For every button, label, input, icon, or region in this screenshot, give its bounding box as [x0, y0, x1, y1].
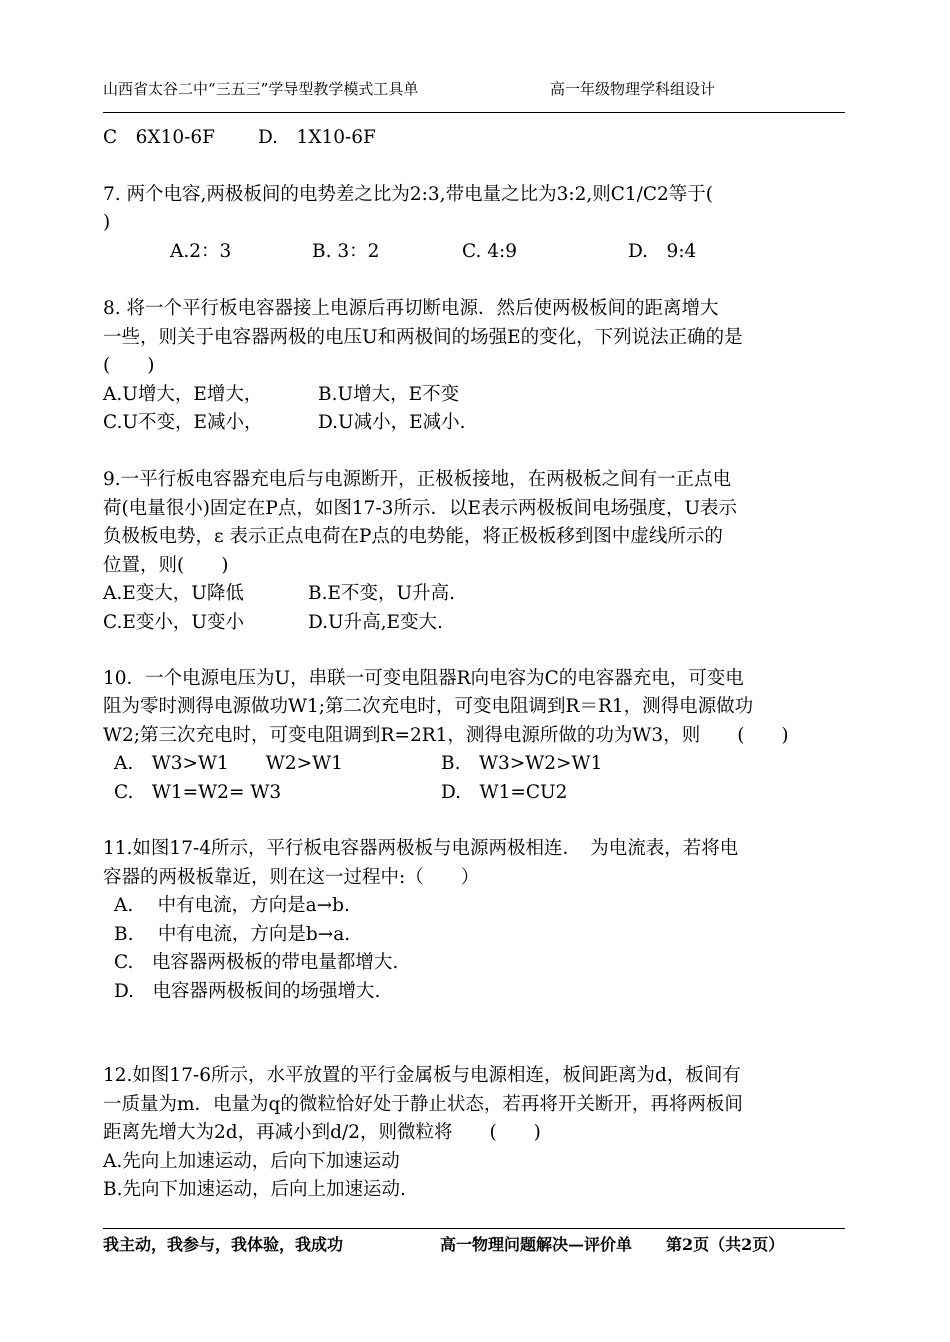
q10-option-a: A. W3>W1 W2>W1 [114, 753, 343, 774]
q10-line-2: 阻为零时测得电源做功W1;第二次充电时，可变电阻调到R＝R1，测得电源做功 [103, 696, 754, 717]
q8-line-3: ( ) [103, 355, 155, 376]
q12-line-3: 距离先增大为2d，再减小到d/2，则微粒将 ( ) [103, 1122, 541, 1143]
footer-rule [103, 1228, 845, 1229]
q7-line-2: ) [103, 212, 111, 233]
footer-page-number: 第2页（共2页） [666, 1235, 785, 1254]
footer-middle: 高一物理问题解决—评价单 [440, 1235, 633, 1254]
q9-line-1: 9.一平行板电容器充电后与电源断开，正极板接地，在两极板之间有一正点电 [103, 469, 732, 490]
q9-line-2: 荷(电量很小)固定在P点，如图17-3所示．以E表示两极板间电场强度，U表示 [103, 498, 738, 519]
q12-line-1: 12.如图17-6所示，水平放置的平行金属板与电源相连，板间距离为d，板间有 [103, 1065, 741, 1086]
q10-option-b: B. W3>W2>W1 [441, 753, 603, 774]
footer-left: 我主动，我参与，我体验，我成功 [103, 1235, 344, 1254]
q7-line-1: 7. 两个电容,两极板间的电势差之比为2:3,带电量之比为3:2,则C1/C2等于( [103, 184, 714, 205]
q10-option-c: C. W1=W2= W3 [114, 782, 282, 803]
q7-option-a: A.2：3 [170, 241, 232, 262]
q11-line-2: 容器的两极板靠近，则在这一过程中:（ ） [103, 867, 480, 888]
q10-line-1: 10．一个电源电压为U，串联一可变电阻器R向电容为C的电容器充电，可变电 [103, 668, 744, 689]
q11-line-1: 11.如图17-4所示，平行板电容器两极板与电源两极相连． 为电流表，若将电 [103, 838, 739, 859]
q12-line-2: 一质量为m．电量为q的微粒恰好处于静止状态，若再将开关断开，再将两板间 [103, 1094, 743, 1115]
header-left: 山西省太谷二中“三五三”学导型教学模式工具单 [103, 80, 419, 98]
q11-option-a: A. 中有电流，方向是a→b. [114, 895, 350, 916]
q8-option-d: D.U减小，E减小. [318, 412, 466, 433]
q6-option-d: D. 1X10-6F [258, 127, 376, 148]
q10-line-3: W2;第三次充电时，可变电阻调到R=2R1，测得电源所做的功为W3，则 ( ) [103, 725, 789, 746]
q12-option-a: A.先向上加速运动，后向下加速运动 [103, 1151, 400, 1172]
q7-option-c: C. 4:9 [462, 241, 518, 262]
q8-option-a: A.U增大，E增大， [103, 384, 263, 405]
q8-option-c: C.U不变，E减小， [103, 412, 263, 433]
q8-line-1: 8. 将一个平行板电容器接上电源后再切断电源．然后使两极板间的距离增大 [103, 298, 719, 319]
q11-option-d: D. 电容器两极板间的场强增大. [114, 981, 381, 1002]
q7-option-d: D. 9:4 [628, 241, 697, 262]
q11-option-c: C. 电容器两极板的带电量都增大. [114, 952, 399, 973]
q8-line-2: 一些，则关于电容器两极的电压U和两极间的场强E的变化，下列说法正确的是 [103, 327, 743, 348]
q9-option-c: C.E变小，U变小 [103, 612, 244, 633]
q9-option-a: A.E变大，U降低 [103, 583, 244, 604]
q12-option-b: B.先向下加速运动，后向上加速运动. [103, 1179, 406, 1200]
header-right: 高一年级物理学科组设计 [550, 80, 716, 98]
q11-option-b: B. 中有电流，方向是b→a. [114, 924, 351, 945]
q9-line-4: 位置，则( ) [103, 555, 229, 576]
q10-option-d: D. W1=CU2 [441, 782, 568, 803]
q6-option-c: C 6X10-6F [103, 127, 215, 148]
q7-option-b: B. 3：2 [312, 241, 380, 262]
q8-option-b: B.U增大，E不变 [318, 384, 460, 405]
q9-option-b: B.E不变，U升高. [308, 583, 455, 604]
q9-option-d: D.U升高,E变大. [308, 612, 443, 633]
q9-line-3: 负极板电势，ε 表示正点电荷在P点的电势能，将正极板移到图中虚线所示的 [103, 526, 723, 547]
header-rule [103, 112, 845, 113]
